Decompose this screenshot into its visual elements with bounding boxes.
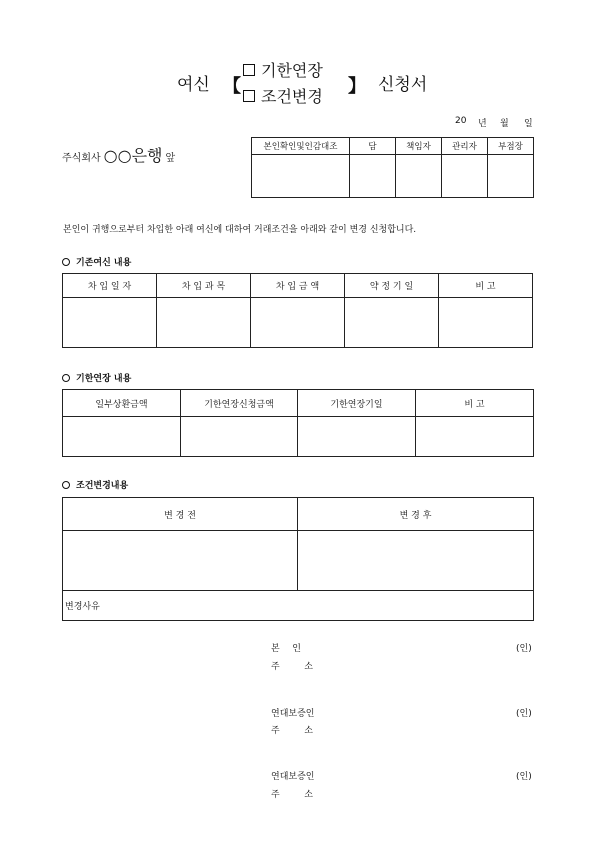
condition-change-checkbox[interactable] [243,90,255,102]
approval-cell-identity[interactable] [252,155,350,198]
title-suffix: 신청서 [378,75,428,95]
cell-partial-repayment[interactable] [63,417,181,457]
title-bracket-close: 】 [348,76,366,97]
col-header-loan-date: 차 입 일 자 [63,274,157,298]
extension-table [62,389,534,457]
approval-header-identity: 본인확인및인감대조 [252,138,350,155]
cell-after-change[interactable] [298,531,534,591]
title-bracket-open: 【 [223,76,241,97]
cell-loan-amount[interactable] [251,298,345,348]
cell-loan-date[interactable] [63,298,157,348]
date-year-label: 년 [478,119,487,129]
bank-suffix: 앞 [165,153,176,164]
signature-address-principal: 주 소 [271,662,313,672]
col-header-before: 변 경 전 [63,498,298,531]
approval-table [251,137,534,198]
col-header-after: 변 경 후 [298,498,534,531]
section2-heading [62,371,131,384]
signature-seal-guarantor2: (인) [516,772,532,782]
cell-loan-subject[interactable] [157,298,251,348]
circle-bullet-icon [62,258,70,266]
signature-address-guarantor2: 주 소 [271,790,313,800]
bank-addressee [62,143,175,166]
approval-header-branch-head: 부점장 [488,138,534,155]
approval-cell-manager[interactable] [442,155,488,198]
change-reason-label: 변경사유 [65,602,100,612]
section3-title: 조건변경내용 [76,481,129,491]
option-condition-change-label: 조건변경 [261,87,323,106]
condition-change-table [62,497,534,621]
col-header-remarks: 비 고 [416,390,534,417]
approval-cell-responsible[interactable] [396,155,442,198]
bank-name: ○○은행 [103,146,163,165]
cell-remarks[interactable] [416,417,534,457]
cell-due-date[interactable] [345,298,439,348]
col-header-extension-date: 기한연장기일 [298,390,416,417]
approval-cell-branch-head[interactable] [488,155,534,198]
signature-seal-guarantor1: (인) [516,709,532,719]
signature-role-guarantor2: 연대보증인 [271,772,315,782]
approval-header-staff: 담 [350,138,396,155]
col-header-loan-amount: 차 입 금 액 [251,274,345,298]
cell-remarks[interactable] [439,298,533,348]
date-day-label: 일 [524,119,533,129]
col-header-remarks: 비 고 [439,274,533,298]
signature-role-guarantor1: 연대보증인 [271,709,315,719]
option-extension-label: 기한연장 [261,61,323,80]
extension-checkbox[interactable] [243,64,255,76]
circle-bullet-icon [62,374,70,382]
approval-header-manager: 관리자 [442,138,488,155]
signature-address-guarantor1: 주 소 [271,726,313,736]
signature-seal-principal: (인) [516,644,532,654]
col-header-due-date: 약 정 기 일 [345,274,439,298]
col-header-partial-repayment: 일부상환금액 [63,390,181,417]
signature-role-principal: 본 인 [271,644,301,654]
option-condition-change[interactable] [243,84,323,107]
section1-title: 기존여신 내용 [76,258,132,268]
date-month-label: 월 [500,119,509,129]
section1-heading [62,255,131,268]
col-header-loan-subject: 차 입 과 목 [157,274,251,298]
col-header-extension-amount: 기한연장신청금액 [181,390,298,417]
approval-cell-staff[interactable] [350,155,396,198]
title-prefix: 여신 [177,75,210,95]
circle-bullet-icon [62,481,70,489]
bank-label: 주식회사 [62,153,101,164]
section2-title: 기한연장 내용 [76,374,132,384]
notice-text: 본인이 귀행으로부터 차입한 아래 여신에 대하여 거래조건을 아래와 같이 변경 신청합니다. [63,225,417,235]
cell-before-change[interactable] [63,531,298,591]
existing-loan-table [62,273,533,348]
cell-extension-date[interactable] [298,417,416,457]
date-year-prefix: 20 [455,116,467,126]
option-extension[interactable] [243,58,323,81]
approval-header-responsible: 책임자 [396,138,442,155]
cell-extension-amount[interactable] [181,417,298,457]
change-reason-cell[interactable] [63,591,534,621]
section3-heading [62,478,128,491]
